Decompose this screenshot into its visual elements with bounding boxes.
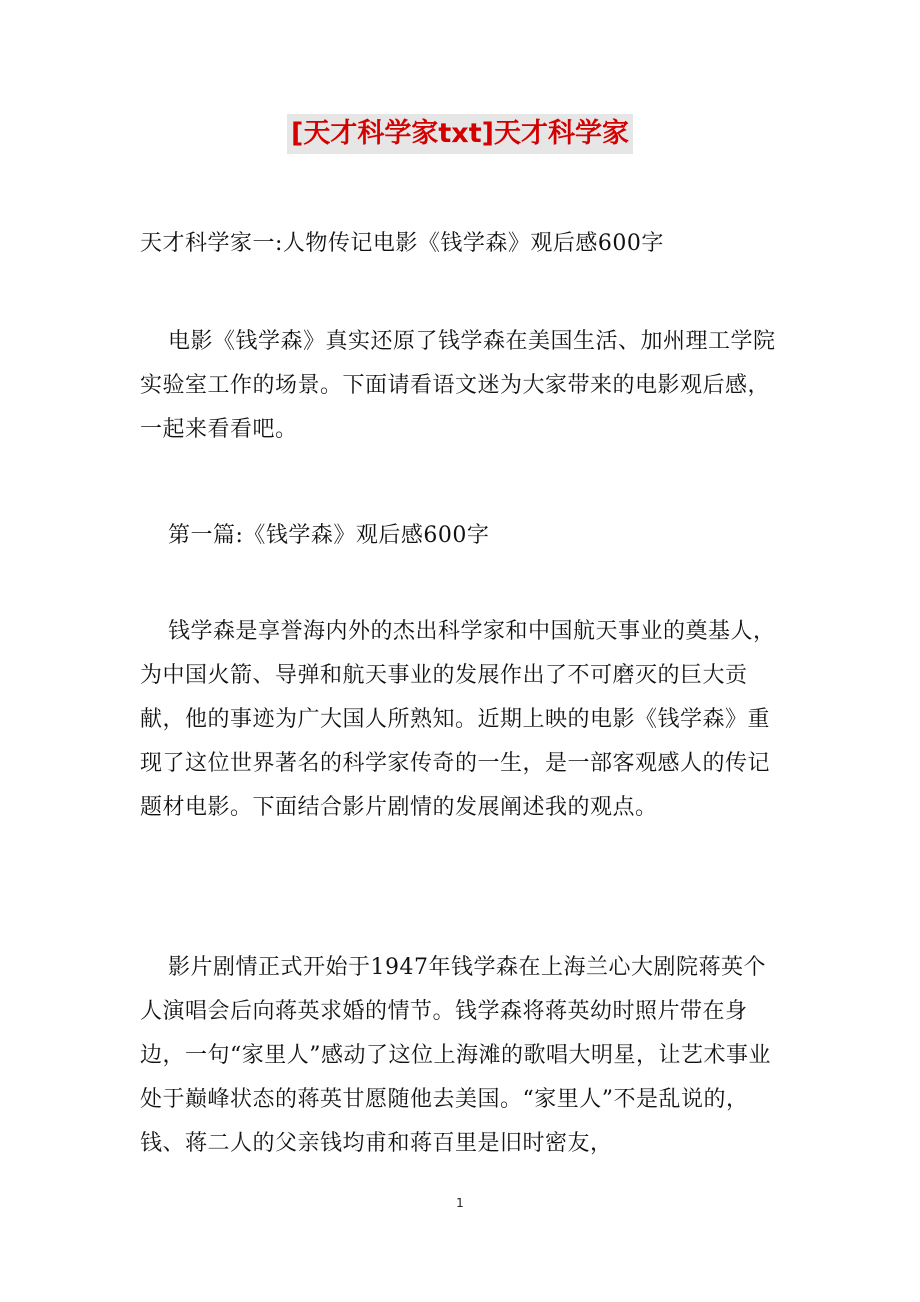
page-number: 1 [456, 1196, 464, 1210]
article-heading: 第一篇:《钱学森》观后感600字 [168, 523, 490, 548]
section-heading: 天才科学家一:人物传记电影《钱学森》观后感600字 [140, 231, 664, 256]
document-title: [天才科学家txt]天才科学家 [287, 114, 633, 154]
body-paragraph-1: 钱学森是享誉海内外的杰出科学家和中国航天事业的奠基人，为中国火箭、导弹和航天事业的发展作出了不可磨灭的巨大贡献，他的事迹为广大国人所熟知。近期上映的电影《钱学森》重现了这位世界著名的科学家传奇的一生，是一部客观感人的传记题材电影。下面结合影片剧情的发展阐述我的观点。 [140, 619, 776, 820]
title-container [0, 114, 920, 154]
body-paragraph-2: 影片剧情正式开始于1947年钱学森在上海兰心大剧院蒋英个人演唱会后向蒋英求婚的情节。钱学森将蒋英幼时照片带在身边，一句“家里人”感动了这位上海滩的歌唱大明星，让艺术事业处于巅峰状态的蒋英甘愿随他去美国。“家里人”不是乱说的，钱、蒋二人的父亲钱均甫和蒋百里是旧时密友， [140, 955, 771, 1156]
intro-paragraph: 电影《钱学森》真实还原了钱学森在美国生活、加州理工学院实验室工作的场景。下面请看语文迷为大家带来的电影观后感，一起来看看吧。 [140, 329, 776, 442]
